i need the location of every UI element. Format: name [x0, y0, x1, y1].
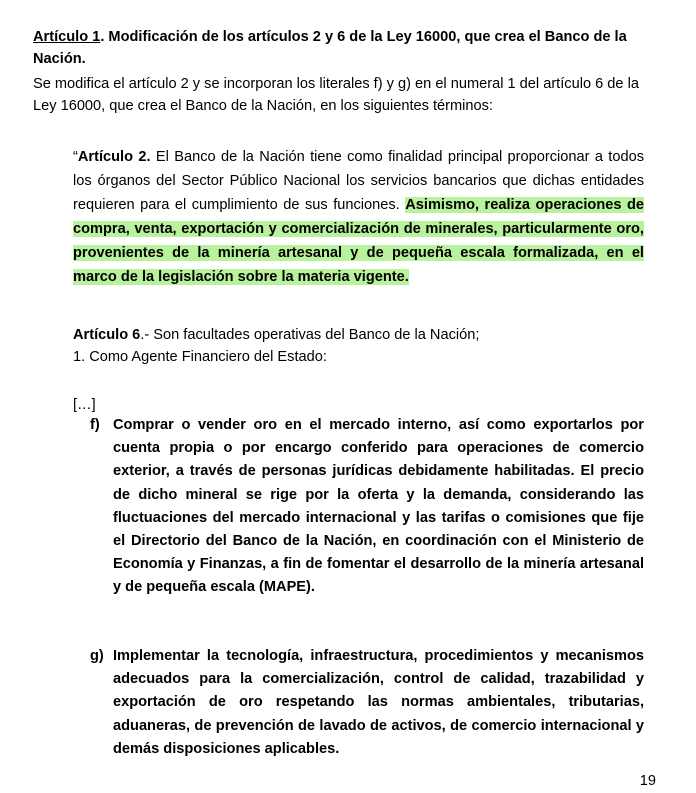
article-2-highlighted-text: Asimismo, realiza operaciones de compra, venta, exportación y comercialización de minerales, particularmente oro, provenientes de la minería artesanal y de pequeña escala formalizada, en el marco de la legislación sobre la materia vigente.	[73, 197, 644, 285]
literal-g-text: Implementar la tecnología, infraestructura, procedimientos y mecanismos adecuados para la comercialización, control de calidad, trazabilidad y exportación de oro respetando las normas ambientales, tributarias, aduaneras, de prevención de lavado de activos, de comercio internacional y demás disposiciones aplicables.	[113, 648, 644, 757]
literal-f	[90, 414, 644, 600]
article-6-heading	[73, 324, 644, 346]
literal-f-text: Comprar o vender oro en el mercado interno, así como exportarlos por cuenta propia o por encargo conferido para operaciones de comercio exterior, a través de personas jurídicas debidamente habilitadas. El precio de dicho mineral se rige por la oferta y la demanda, considerando las fluctuaciones del mercado internacional y las tarifas o comisiones que fije el Directorio del Banco de la Nación, en coordinación con el Ministerio de Economía y Finanzas, a fin de fomentar el desarrollo de la minería artesanal y de pequeña escala (MAPE).	[113, 417, 644, 596]
literal-g	[90, 645, 644, 761]
article-2-quote	[73, 145, 644, 289]
article-1-heading	[33, 26, 655, 70]
literal-g-letter: g)	[90, 648, 104, 664]
article-6-numeral-1: 1. Como Agente Financiero del Estado:	[73, 349, 327, 365]
omission-marker: […]	[73, 397, 96, 413]
article-1-intro: Se modifica el artículo 2 y se incorporan los literales f) y g) en el numeral 1 del artículo 6 de la Ley 16000, que crea el Banco de la Nación, en los siguientes términos:	[33, 76, 639, 114]
article-2-label: Artículo 2.	[77, 149, 151, 165]
article-6-text: .- Son facultades operativas del Banco de la Nación;	[140, 327, 480, 343]
article-6-block	[73, 324, 644, 368]
page-number: 19	[639, 773, 656, 789]
article-6-label: Artículo 6	[73, 327, 141, 343]
article-1-label: Artículo 1	[33, 29, 101, 45]
article-1-title: . Modificación de los artículos 2 y 6 de la Ley 16000, que crea el Banco de la Nación.	[33, 29, 627, 67]
article-2-text: El Banco de la Nación tiene como finalidad principal proporcionar a todos los órganos del Sector Público Nacional los servicios bancarios que dichas entidades requieren para el cumplimiento de sus funciones.	[73, 149, 645, 213]
open-quote: “	[73, 149, 78, 165]
literal-f-letter: f)	[90, 417, 100, 433]
